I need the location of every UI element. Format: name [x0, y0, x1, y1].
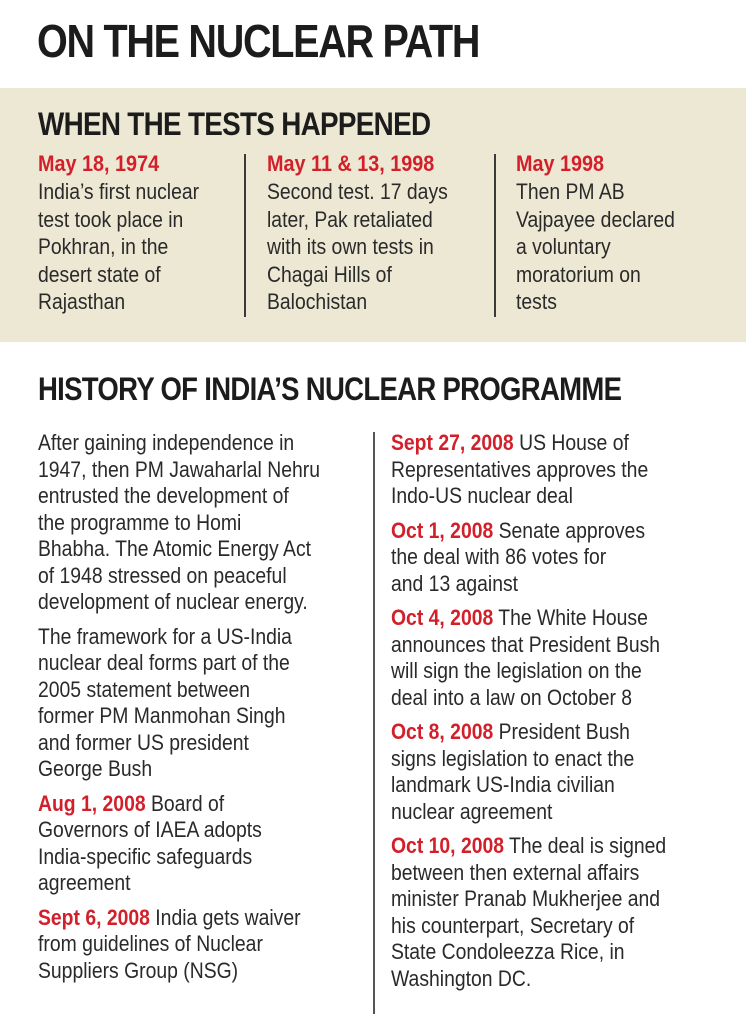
entry-line: 1947, then PM Jawaharlal Nehru [38, 456, 320, 482]
test-description [516, 178, 736, 316]
entry-line: Bhabha. The Atomic Energy Act [38, 536, 312, 561]
entry-line: After gaining independence in [38, 430, 295, 455]
test-item-1998 [267, 150, 487, 316]
history-left-column [38, 430, 358, 992]
desc-line: moratorium on [516, 261, 641, 287]
test-item-moratorium [516, 150, 736, 316]
entry-line: between then external affairs [391, 859, 640, 885]
test-date: May 11 & 13, 1998 [267, 151, 435, 176]
entry-text: US House of [513, 430, 629, 455]
entry-line: minister Pranab Mukherjee and [391, 886, 661, 911]
history-heading: HISTORY OF INDIA’S NUCLEAR PROGRAMME [38, 371, 622, 407]
entry-line: and former US president [38, 729, 249, 755]
entry-line: his counterpart, Secretary of [391, 912, 635, 938]
entry-line: and 13 against [391, 570, 519, 596]
desc-line: Pokhran, in the [38, 234, 169, 259]
desc-line: Then PM AB [516, 179, 625, 204]
entry-line [391, 833, 717, 860]
history-entry-independence [38, 430, 364, 616]
history-entry-oct-10-2008 [391, 833, 717, 992]
entry-line: announces that President Bush [391, 631, 661, 657]
desc-line: a voluntary [516, 234, 611, 259]
desc-line: Second test. 17 days [267, 179, 448, 204]
history-entry-aug-1-2008 [38, 791, 364, 897]
entry-line [391, 518, 717, 545]
test-description [267, 178, 487, 316]
history-entry-sept-27-2008 [391, 430, 717, 510]
desc-line: India’s first nuclear [38, 179, 200, 204]
entry-line: Washington DC. [391, 965, 532, 991]
desc-line: Balochistan [267, 289, 368, 314]
tests-panel [0, 88, 746, 342]
entry-line [391, 430, 717, 457]
entry-line: deal into a law on October 8 [391, 684, 633, 710]
entry-line: of 1948 stressed on peaceful [38, 562, 287, 588]
entry-date: Oct 4, 2008 [391, 605, 494, 630]
entry-line [38, 791, 364, 818]
entry-date: Oct 8, 2008 [391, 719, 494, 744]
history-entry-oct-4-2008 [391, 605, 717, 711]
page-title: ON THE NUCLEAR PATH [37, 15, 480, 67]
entry-line: nuclear agreement [391, 798, 553, 824]
entry-text: The deal is signed [504, 833, 667, 858]
entry-date: Aug 1, 2008 [38, 790, 146, 816]
test-date: May 1998 [516, 151, 605, 176]
test-item-1974 [38, 150, 258, 316]
entry-line: The framework for a US-India [38, 623, 292, 649]
entry-line: Indo-US nuclear deal [391, 483, 573, 508]
entry-line: will sign the legislation on the [391, 658, 642, 683]
entry-date: Sept 27, 2008 [391, 430, 514, 455]
history-entry-oct-1-2008 [391, 518, 717, 598]
entry-line: State Condoleezza Rice, in [391, 939, 625, 964]
desc-line: test took place in [38, 206, 184, 232]
entry-line: India-specific safeguards [38, 843, 253, 869]
history-entry-oct-8-2008 [391, 719, 717, 825]
entry-line [38, 905, 364, 932]
entry-line: 2005 statement between [38, 676, 251, 702]
entry-line: former PM Manmohan Singh [38, 703, 286, 728]
entry-line: development of nuclear energy. [38, 589, 308, 614]
entry-text: India gets waiver [149, 904, 301, 930]
desc-line: Chagai Hills of [267, 261, 392, 287]
history-right-column [391, 430, 711, 1000]
entry-date: Oct 1, 2008 [391, 517, 494, 543]
column-divider [373, 432, 375, 1014]
test-description [38, 178, 258, 316]
entry-text: Senate approves [493, 517, 646, 543]
history-entry-framework [38, 624, 364, 783]
entry-line: from guidelines of Nuclear [38, 931, 263, 956]
desc-line: Vajpayee declared [516, 206, 675, 232]
entry-line [391, 719, 717, 746]
column-divider [494, 154, 496, 317]
entry-text: President Bush [493, 719, 630, 744]
entry-line: the deal with 86 votes for [391, 544, 607, 569]
entry-line: entrusted the development of [38, 483, 289, 508]
entry-line: signs legislation to enact the [391, 745, 635, 771]
entry-line: Suppliers Group (NSG) [38, 957, 239, 983]
entry-date: Sept 6, 2008 [38, 904, 150, 930]
desc-line: with its own tests in [267, 234, 434, 259]
tests-heading: WHEN THE TESTS HAPPENED [38, 106, 431, 142]
entry-line: nuclear deal forms part of the [38, 650, 290, 675]
entry-text: Board of [145, 790, 225, 816]
history-entry-sept-6-2008 [38, 905, 364, 985]
column-divider [244, 154, 246, 317]
entry-line [391, 605, 717, 632]
entry-text: The White House [493, 605, 648, 630]
entry-line: the programme to Homi [38, 509, 242, 535]
entry-line: landmark US-India civilian [391, 772, 615, 797]
desc-line: Rajasthan [38, 289, 126, 314]
desc-line: tests [516, 289, 557, 314]
entry-line: Representatives approves the [391, 456, 649, 482]
entry-date: Oct 10, 2008 [391, 833, 505, 858]
test-date: May 18, 1974 [38, 151, 160, 176]
desc-line: later, Pak retaliated [267, 206, 433, 232]
entry-line: George Bush [38, 756, 153, 781]
desc-line: desert state of [38, 261, 161, 287]
entry-line: agreement [38, 870, 131, 895]
entry-line: Governors of IAEA adopts [38, 817, 262, 842]
